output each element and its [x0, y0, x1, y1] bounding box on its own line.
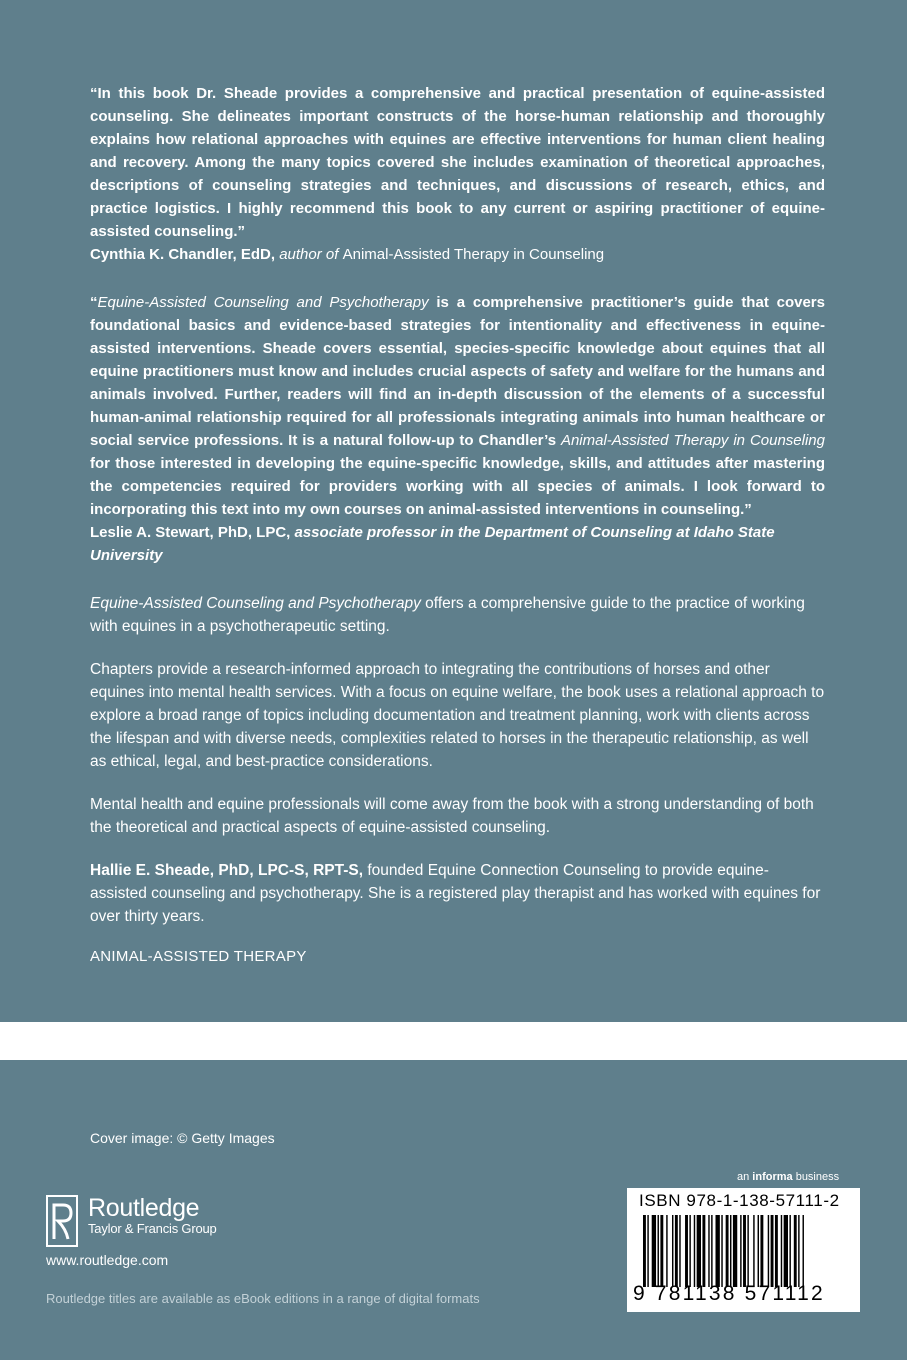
barcode-bar — [679, 1215, 680, 1287]
barcode-box — [627, 1188, 860, 1312]
barcode-bar — [781, 1215, 782, 1287]
publisher-subtitle: Taylor & Francis Group — [88, 1221, 217, 1236]
publisher-name: Routledge — [88, 1194, 200, 1222]
back-cover-content — [90, 82, 825, 965]
endorsement-2-text-1: is a comprehensive practitioner’s guide that covers foundational basics and evidence-based strategies for intentionality and effectiveness in equine-assisted interventions. Sheade covers essential, species-specific knowledge about equines that all equine practitioners must know and includes crucial aspects of safety and welfare for the humans and animals involved. Further, readers will find an in-depth discussion of the elements of a successful human-animal relationship required for all professionals integrating animals into human healthcare or social service professions. It is a natural follow-up to Chandler’s — [90, 294, 825, 449]
barcode-bar — [803, 1215, 804, 1287]
endorsement-2-title: Equine-Assisted Counseling and Psychotherapy — [97, 294, 429, 311]
barcode-bar — [675, 1215, 678, 1287]
barcode-bar — [672, 1215, 673, 1287]
informa-brand: informa — [752, 1171, 793, 1183]
category-label: ANIMAL-ASSISTED THERAPY — [90, 948, 307, 965]
endorser-1-name: Cynthia K. Chandler, EdD, — [90, 246, 276, 263]
barcode-bars — [643, 1215, 853, 1287]
endorser-1-work: Animal-Assisted Therapy in Counseling — [342, 246, 605, 263]
blurb-paragraph-1 — [90, 592, 825, 638]
barcode-bar — [768, 1215, 769, 1287]
barcode-bar — [702, 1215, 705, 1287]
white-band — [0, 1022, 907, 1060]
barcode-bar — [726, 1215, 729, 1287]
barcode-bar — [771, 1215, 774, 1287]
endorser-2-name: Leslie A. Stewart, PhD, LPC, — [90, 524, 291, 541]
endorsement-2-ref: Animal-Assisted Therapy in Counseling — [560, 432, 825, 449]
endorsement-1 — [90, 82, 825, 266]
barcode-bar — [689, 1215, 690, 1287]
barcode-bar — [658, 1215, 659, 1287]
barcode-bar — [660, 1215, 663, 1287]
barcode-bar — [716, 1215, 720, 1287]
endorsement-1-quote: “In this book Dr. Sheade provides a comprehensive and practical presentation of equine-assisted counseling. She delineates important constructs of the horse-human relationship and thoroughly explains how relational approaches with equines are effective interventions for human client healing and recovery. Among the many topics covered she includes examination of theoretical approaches, descriptions of counseling strategies and techniques, and discussions of research, ethics, and practice logistics. I highly recommend this book to any current or aspiring practitioner of equine-assisted counseling.” — [90, 85, 825, 240]
quote-open: “ — [90, 294, 98, 311]
barcode-bar — [666, 1215, 667, 1287]
barcode-bar — [647, 1215, 648, 1287]
barcode-bar — [753, 1215, 754, 1287]
endorsement-2 — [90, 291, 825, 567]
barcode-bar — [733, 1215, 737, 1287]
author-name: Hallie E. Sheade, PhD, LPC-S, RPT-S, — [90, 862, 364, 879]
barcode-bar — [697, 1215, 701, 1287]
informa-tagline — [737, 1171, 839, 1183]
author-bio-text: founded Equine Connection Counseling to provide equine-assisted counseling and psychotherapy. She is a registered play therapist and has worked with equines for over thirty years. — [90, 862, 821, 925]
barcode-bar — [747, 1215, 748, 1287]
ebook-note: Routledge titles are available as eBook editions in a range of digital formats — [46, 1291, 480, 1306]
barcode-bar — [775, 1215, 778, 1287]
publisher-text — [88, 1195, 217, 1237]
barcode-bar — [784, 1215, 788, 1287]
endorsement-2-quote — [90, 291, 825, 521]
barcode-bar — [643, 1215, 646, 1287]
publisher-website: www.routledge.com — [46, 1252, 169, 1268]
endorsement-2-text-2: for those interested in developing the equine-specific knowledge, skills, and attitudes after mastering the competencies required for providers working with all species of animals. I look forward to incorporating this text into my own courses on animal-assisted interventions in counseling.” — [90, 455, 825, 518]
barcode-bar — [730, 1215, 731, 1287]
barcode-bar — [743, 1215, 746, 1287]
blurb-book-title: Equine-Assisted Counseling and Psychotherapy — [90, 595, 421, 612]
barcode-number: 9 781138 571112 — [633, 1282, 825, 1305]
endorsement-2-attribution — [90, 521, 825, 567]
barcode-bar — [721, 1215, 722, 1287]
author-bio — [90, 859, 825, 928]
isbn-label: ISBN 978-1-138-57111-2 — [639, 1191, 840, 1210]
endorsement-1-attribution — [90, 243, 825, 266]
routledge-logo-icon — [46, 1195, 78, 1247]
barcode-bar — [685, 1215, 688, 1287]
barcode-bar — [798, 1215, 799, 1287]
barcode-bar — [708, 1215, 709, 1287]
barcode-bar — [694, 1215, 695, 1287]
barcode-bar — [789, 1215, 790, 1287]
barcode-bar — [740, 1215, 741, 1287]
blurb-paragraph-3: Mental health and equine professionals will come away from the book with a strong understanding of both the theoretical and practical aspects of equine-assisted counseling. — [90, 796, 814, 836]
barcode-bar — [758, 1215, 759, 1287]
informa-suffix: business — [792, 1171, 840, 1183]
cover-credit: Cover image: © Getty Images — [90, 1130, 275, 1146]
publisher-logo — [46, 1195, 217, 1247]
informa-prefix: an — [737, 1171, 753, 1183]
barcode-bar — [794, 1215, 797, 1287]
endorser-2-role: associate professor in the Department of Counseling at Idaho State University — [90, 524, 775, 564]
barcode-bar — [652, 1215, 656, 1287]
blurb-paragraph-2: Chapters provide a research-informed approach to integrating the contributions of horses and other equines into mental health services. With a focus on equine welfare, the book uses a relational approach to explore a broad range of topics including documentation and treatment planning, work with clients across the lifespan and with diverse needs, complexities related to horses in the therapeutic relationship, as well as ethical, legal, and best-practice considerations. — [90, 661, 825, 770]
blurb-p1-text: offers a comprehensive guide to the practice of working with equines in a psychotherapeutic setting. — [90, 595, 805, 635]
barcode-bar — [760, 1215, 763, 1287]
barcode-bar — [711, 1215, 712, 1287]
endorser-1-role: author of — [279, 246, 339, 263]
